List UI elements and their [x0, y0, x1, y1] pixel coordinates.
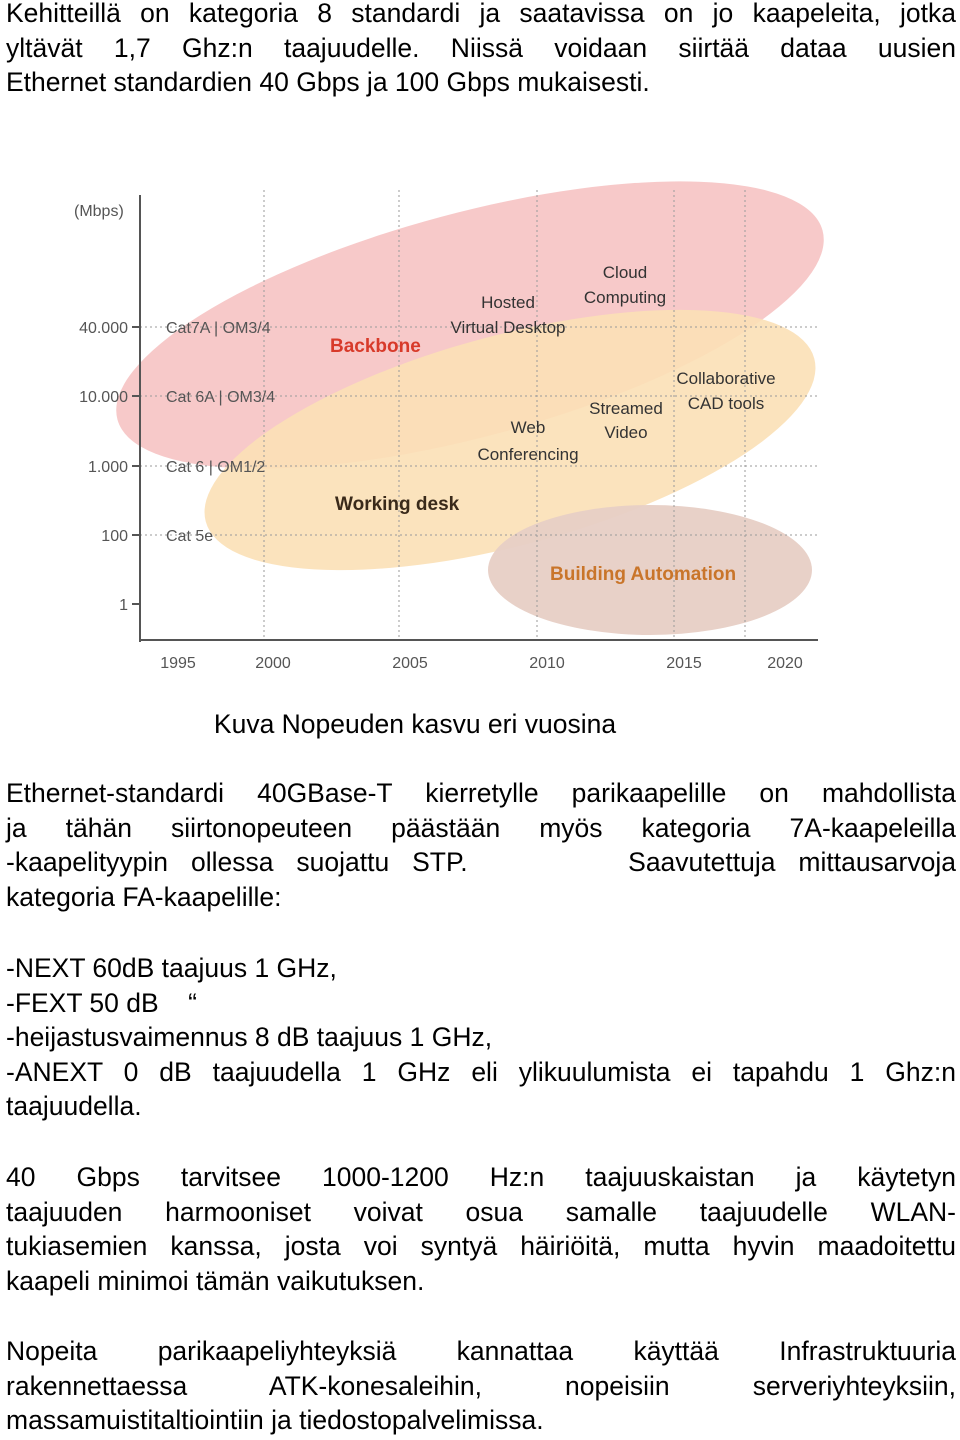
- web-label: Conferencing: [477, 445, 579, 464]
- intro-line: Kehitteillä on kategoria 8 standardi ja saatavissa on jo kaapeleita, jotka: [6, 0, 956, 28]
- list-item: taajuudella.: [6, 1091, 142, 1122]
- streamed-label: Video: [604, 423, 648, 442]
- hosted-label: Virtual Desktop: [450, 318, 566, 337]
- paragraph-line: kategoria FA-kaapelille:: [6, 881, 282, 912]
- x-tick-label: 1995: [160, 655, 196, 672]
- list-item: -FEXT 50 dB “: [6, 987, 197, 1018]
- paragraph-recommendation: [6, 1334, 956, 1438]
- x-tick-label: 2000: [255, 655, 291, 672]
- backbone-label: Backbone: [330, 336, 421, 357]
- speed-growth-figure: [0, 170, 960, 690]
- paragraph-line: massamuistitaltiointiin ja tiedostopalvelimissa.: [6, 1405, 544, 1436]
- collaborative-label: Collaborative: [676, 369, 776, 388]
- intro-paragraph: [6, 0, 956, 100]
- x-tick-label: 2020: [767, 655, 803, 672]
- paragraph-line: -kaapelityypin ollessa suojattu STP. Saavutettuja mittausarvoja: [6, 847, 956, 878]
- y-tick-label: 1.000: [87, 459, 128, 476]
- cable-label: Cat 5e: [166, 528, 214, 545]
- paragraph-line: Ethernet-standardi 40GBase-T kierretylle parikaapelille on mahdollista: [6, 778, 956, 808]
- cable-label: Cat7A | OM3/4: [166, 320, 271, 337]
- paragraph-ethernet: [6, 776, 956, 914]
- paragraph-line: tukiasemien kanssa, josta voi syntyä häiriöitä, mutta hyvin maadoitettu: [6, 1231, 956, 1262]
- y-unit-label: (Mbps): [74, 203, 124, 220]
- y-tick-label: 10.000: [79, 389, 128, 406]
- collaborative-label: CAD tools: [687, 394, 765, 413]
- web-label: Web: [510, 418, 546, 437]
- paragraph-line: Nopeita parikaapeliyhteyksiä kannattaa käyttää Infrastruktuuria: [6, 1336, 956, 1366]
- cable-label: Cat 6A | OM3/4: [166, 389, 276, 406]
- paragraph-40gbps: [6, 1160, 956, 1298]
- measurement-list: [6, 951, 956, 1124]
- paragraph-line: taajuuden harmooniset voivat osua samalle taajuudelle WLAN-: [6, 1196, 956, 1227]
- building-automation-label: Building Automation: [550, 564, 737, 585]
- cloud-label: Cloud: [602, 263, 648, 282]
- x-tick-label: 2005: [392, 655, 428, 672]
- paragraph-line: rakennettaessa ATK-konesaleihin, nopeisiin serveriyhteyksiin,: [6, 1370, 956, 1401]
- list-item: -heijastusvaimennus 8 dB taajuus 1 GHz,: [6, 1022, 493, 1053]
- hosted-label: Hosted: [481, 293, 535, 312]
- list-item: -NEXT 60dB taajuus 1 GHz,: [6, 953, 337, 983]
- y-tick-label: 1: [119, 597, 128, 614]
- intro-line: Ethernet standardien 40 Gbps ja 100 Gbps mukaisesti.: [6, 67, 650, 98]
- paragraph-line: ja tähän siirtonopeuteen päästään myös kategoria 7A-kaapeleilla: [6, 812, 956, 843]
- paragraph-line: 40 Gbps tarvitsee 1000-1200 Hz:n taajuuskaistan ja käytetyn: [6, 1162, 956, 1192]
- cable-label: Cat 6 | OM1/2: [166, 459, 266, 476]
- y-tick-label: 100: [101, 528, 128, 545]
- x-tick-label: 2015: [666, 655, 702, 672]
- paragraph-line: kaapeli minimoi tämän vaikutuksen.: [6, 1265, 425, 1296]
- intro-line: yltävät 1,7 Ghz:n taajuudelle. Niissä voidaan siirtää dataa uusien: [6, 32, 956, 63]
- y-tick-label: 40.000: [79, 320, 128, 337]
- x-tick-label: 2010: [529, 655, 565, 672]
- figure-caption: Kuva Nopeuden kasvu eri vuosina: [213, 709, 617, 739]
- streamed-label: Streamed: [589, 399, 663, 418]
- list-item: -ANEXT 0 dB taajuudella 1 GHz eli ylikuulumista ei tapahdu 1 Ghz:n: [6, 1056, 956, 1087]
- cloud-label: Computing: [583, 288, 667, 307]
- working-desk-label: Working desk: [335, 494, 460, 515]
